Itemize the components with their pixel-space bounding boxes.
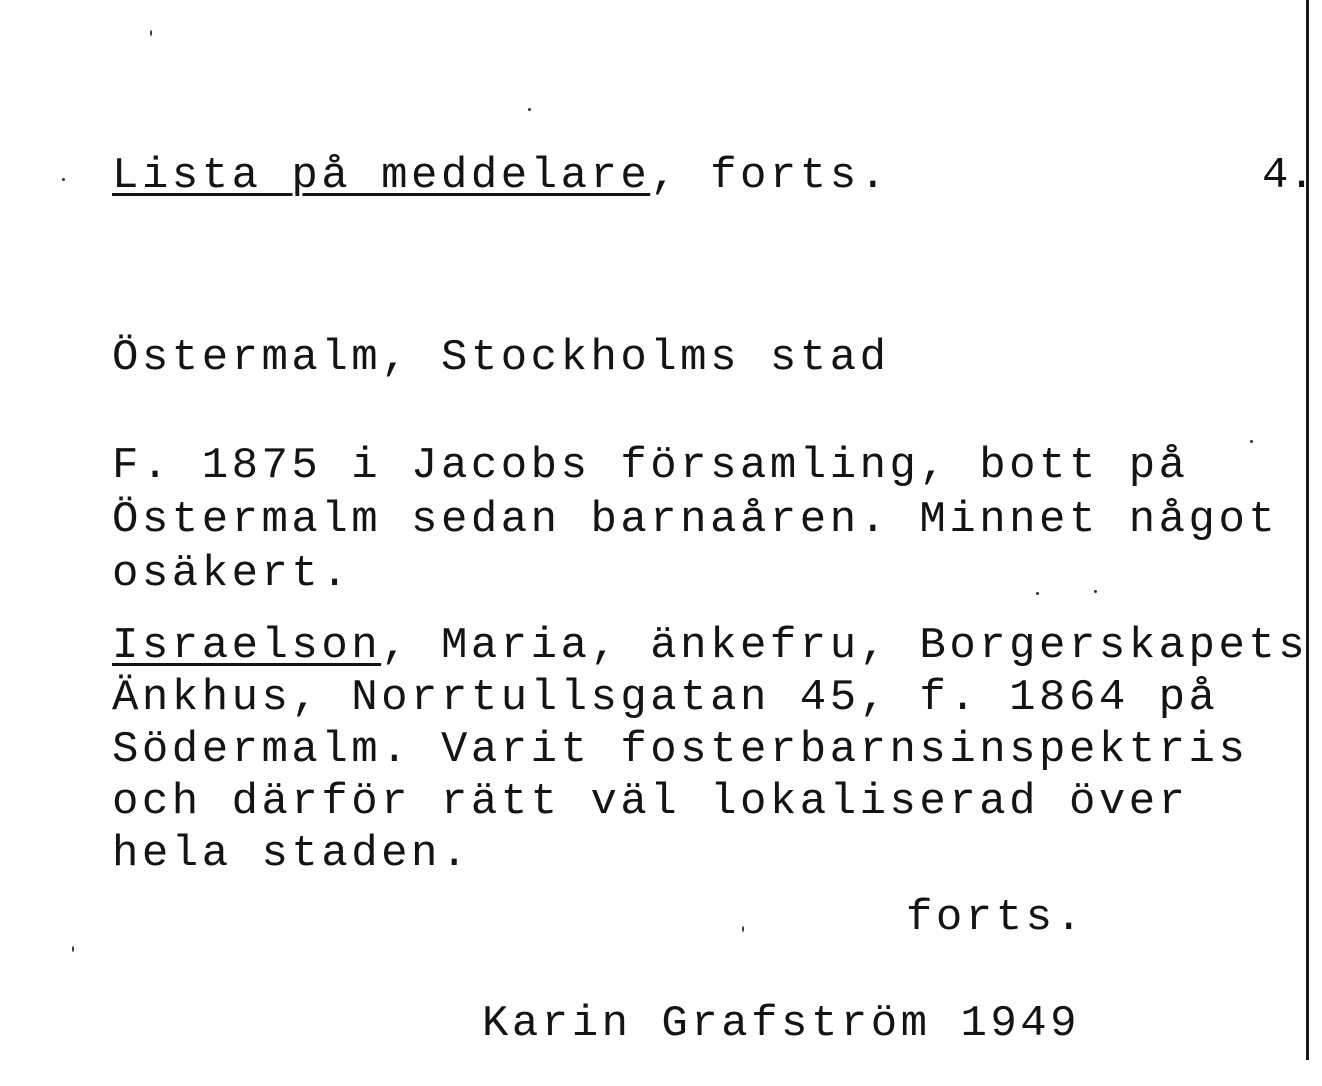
paragraph2-line1-rest: , Maria, änkefru, Borgerskapets xyxy=(381,621,1309,671)
paragraph2-line1 xyxy=(112,620,1308,672)
paragraph2-line2: Änkhus, Norrtullsgatan 45, f. 1864 på xyxy=(112,673,1219,723)
heading-rest-text: , forts. xyxy=(650,151,890,201)
paragraph2-line4: och därför rätt väl lokaliserad över xyxy=(112,777,1189,827)
page-number: 4. xyxy=(1262,151,1315,201)
paper-speck xyxy=(1094,590,1097,593)
place-line: Östermalm, Stockholms stad xyxy=(112,333,890,383)
paper-speck xyxy=(1036,592,1039,595)
heading-underlined-text: Lista på meddelare xyxy=(112,151,651,201)
paragraph2-line5: hela staden. xyxy=(112,829,471,879)
paper-speck xyxy=(150,30,152,36)
informant-name-underlined: Israelson xyxy=(112,621,382,671)
card-heading xyxy=(112,150,890,202)
paper-speck xyxy=(742,926,744,932)
paper-speck xyxy=(62,178,65,181)
continued-note: forts. xyxy=(906,893,1086,943)
paper-speck xyxy=(72,946,74,952)
paragraph1-line1: F. 1875 i Jacobs församling, bott på xyxy=(112,441,1189,491)
paragraph2-line3: Södermalm. Varit fosterbarnsinspektris xyxy=(112,725,1249,775)
signature-line: Karin Grafström 1949 xyxy=(482,999,1081,1049)
paragraph1-line3: osäkert. xyxy=(112,549,352,599)
paper-speck xyxy=(528,108,531,111)
paragraph1-line2: Östermalm sedan barnaåren. Minnet något xyxy=(112,495,1279,545)
paper-speck xyxy=(1250,440,1253,443)
